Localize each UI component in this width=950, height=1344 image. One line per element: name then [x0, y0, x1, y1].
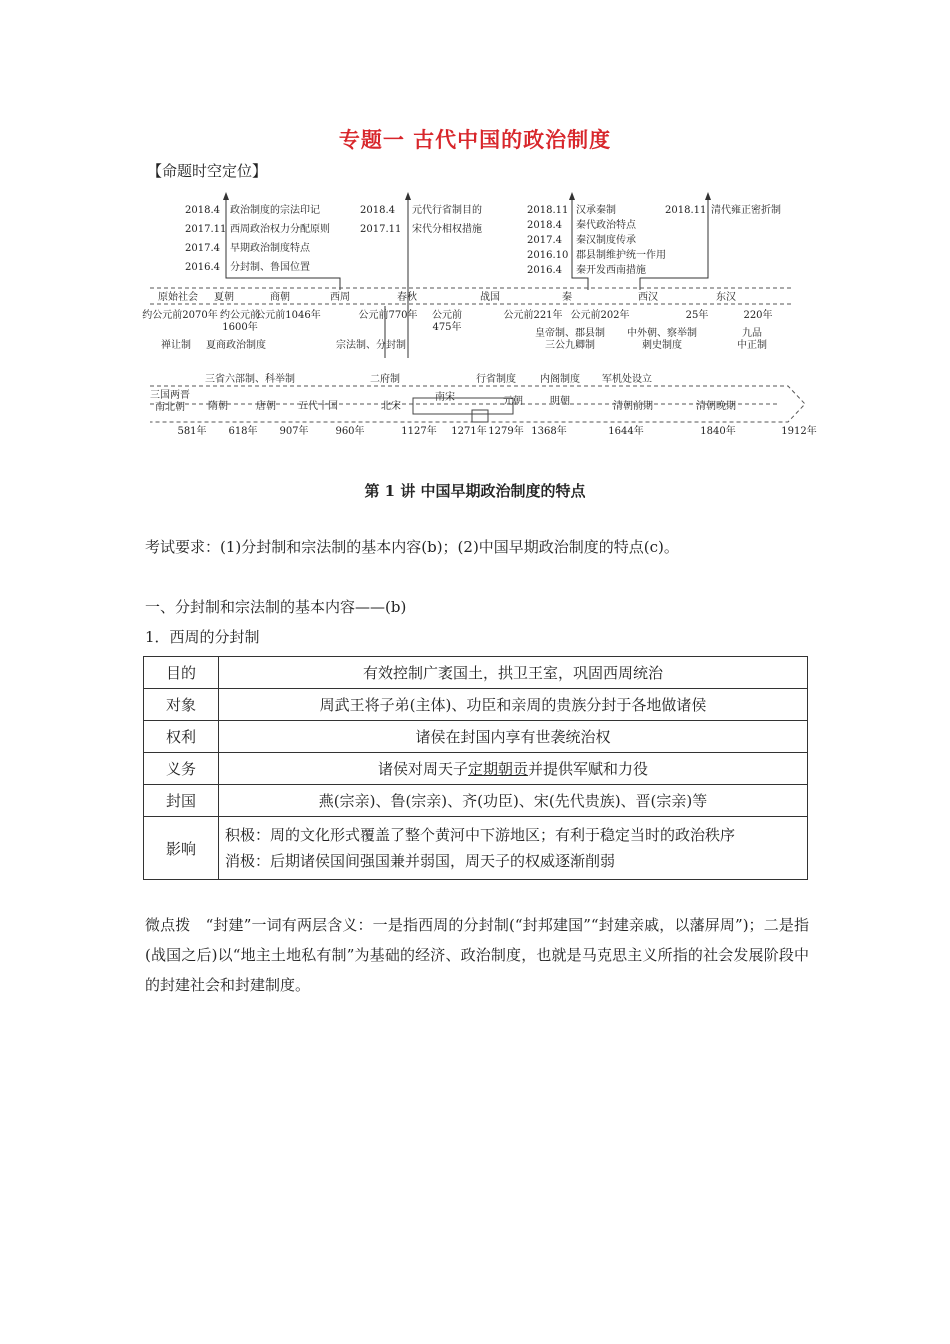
period-label: 清朝前期 [613, 401, 653, 412]
exam-year: 2018.4 [527, 220, 562, 231]
system-label: 行省制度 [476, 374, 516, 385]
exam-topic: 汉承秦制 [576, 205, 616, 216]
exam-topic: 郡县制维护统一作用 [576, 250, 666, 261]
date-label: 1271年 [451, 426, 487, 437]
row-label: 权利 [144, 721, 219, 753]
exam-topic: 西周政治权力分配原则 [230, 224, 330, 235]
period-label: 西周 [330, 292, 350, 303]
date-label: 公元前 [432, 310, 462, 321]
date-label: 960年 [335, 426, 365, 437]
row-value: 有效控制广袤国土，拱卫王室，巩固西周统治 [219, 657, 808, 689]
exam-year: 2017.11 [185, 224, 227, 235]
feudal-system-table [143, 656, 808, 880]
arrow-head [705, 192, 711, 200]
date-label: 1840年 [700, 426, 736, 437]
system-label: 中正制 [737, 340, 767, 351]
period-label: 夏朝 [214, 292, 234, 303]
date-label: 220年 [743, 310, 773, 321]
exam-year: 2018.4 [360, 205, 395, 216]
exam-topic: 政治制度的宗法印记 [230, 205, 320, 216]
exam-topic: 秦代政治特点 [576, 220, 636, 231]
date-label: 907年 [279, 426, 309, 437]
exam-topic: 元代行省制目的 [412, 205, 482, 216]
period-label: 原始社会 [158, 292, 198, 303]
exam-topic: 分封制、鲁国位置 [230, 262, 310, 273]
connector-line [640, 273, 708, 290]
row-value: 周武王将子弟(主体)、功臣和亲周的贵族分封于各地做诸侯 [219, 689, 808, 721]
row-value: 诸侯在封国内享有世袭统治权 [219, 721, 808, 753]
tip-note: 微点拨 “封建”一词有两层含义：一是指西周的分封制(“封邦建国”“封建亲戚，以藩屏周”)；二是指(战国之后)以“地主土地私有制”为基础的经济、政治制度，也就是马克思主义所指的社会发展阶段中的封建社会和封建制度。 [145, 916, 809, 994]
date-label: 475年 [432, 322, 462, 333]
period-label: 三国两晋 [150, 390, 190, 401]
date-label: 公元前221年 [503, 310, 563, 321]
exam-year: 2016.10 [527, 250, 569, 261]
date-label: 1912年 [781, 426, 817, 437]
exam-year: 2018.11 [665, 205, 707, 216]
period-label: 唐朝 [256, 401, 276, 412]
subsection-heading: 1．西周的分封制 [145, 628, 260, 646]
row-label: 义务 [144, 753, 219, 785]
date-label: 约公元前2070年 [142, 310, 218, 321]
date-label: 1368年 [531, 426, 567, 437]
exam-year: 2017.4 [527, 235, 562, 246]
exam-year: 2018.4 [185, 205, 220, 216]
row-value: 燕(宗亲)、鲁(宗亲)、齐(功臣)、宋(先代贵族)、晋(宗亲)等 [219, 785, 808, 817]
table-row [144, 657, 808, 689]
section-heading: 一、分封制和宗法制的基本内容——(b) [145, 598, 407, 616]
period-label: 清朝晚期 [696, 401, 736, 412]
table-row [144, 721, 808, 753]
period-label: 北宋 [381, 401, 401, 412]
exam-topic: 清代雍正密折制 [711, 205, 781, 216]
lecture-title: 第 1 讲 中国早期政治制度的特点 [364, 482, 586, 500]
system-label: 夏商政治制度 [206, 340, 266, 351]
system-label: 二府制 [370, 374, 400, 385]
period-label: 明朝 [550, 396, 570, 407]
period-label: 五代十国 [298, 401, 338, 412]
row-value [219, 753, 808, 785]
row-label: 封国 [144, 785, 219, 817]
page-title: 专题一 古代中国的政治制度 [338, 127, 612, 152]
exam-topic: 宋代分相权措施 [412, 224, 482, 235]
period-label: 东汉 [716, 292, 736, 303]
overlap-bracket [472, 410, 488, 422]
exam-topic: 秦开发西南措施 [576, 265, 646, 276]
exam-topic: 早期政治制度特点 [230, 243, 310, 254]
system-label: 内阁制度 [540, 374, 580, 385]
date-label: 1644年 [608, 426, 644, 437]
table-row [144, 817, 808, 880]
row-value [219, 817, 808, 880]
duty-text-end: 并提供军赋和力役 [528, 760, 649, 778]
exam-year: 2017.4 [185, 243, 220, 254]
date-label: 约公元前 [220, 310, 260, 321]
system-label: 宗法制、分封制 [336, 340, 406, 351]
timeline-figure [140, 178, 817, 438]
section-tag: 【命题时空定位】 [147, 162, 268, 180]
arrow-head [569, 192, 575, 200]
impact-negative: 消极：后期诸侯国间强国兼并弱国，周天子的权威逐渐削弱 [225, 852, 616, 870]
period-label: 春秋 [397, 292, 417, 303]
system-label: 三公九卿制 [545, 340, 595, 351]
impact-positive: 积极：周的文化形式覆盖了整个黄河中下游地区；有利于稳定当时的政治秩序 [225, 826, 736, 844]
overlap-bracket [413, 398, 513, 414]
exam-year: 2016.4 [185, 262, 220, 273]
system-label: 三省六部制、科举制 [205, 374, 295, 385]
date-label: 581年 [177, 426, 207, 437]
duty-text: 诸侯对周天子 [377, 760, 468, 778]
date-label: 公元前202年 [570, 310, 630, 321]
period-label: 隋朝 [208, 401, 228, 412]
row-label: 目的 [144, 657, 219, 689]
exam-topic: 秦汉制度传承 [576, 235, 636, 246]
exam-year: 2017.11 [360, 224, 402, 235]
row-label: 对象 [144, 689, 219, 721]
system-label: 皇帝制、郡县制 [535, 328, 605, 339]
period-label: 战国 [480, 292, 500, 303]
duty-underlined: 定期朝贡 [467, 760, 528, 778]
exam-year: 2016.4 [527, 265, 562, 276]
period-label: 西汉 [638, 292, 658, 303]
arrow-head [223, 192, 229, 200]
table-row [144, 689, 808, 721]
system-label: 刺史制度 [642, 340, 682, 351]
row-label: 影响 [144, 817, 219, 880]
period-label: 元朝 [503, 396, 523, 407]
period-label: 南北朝 [155, 402, 185, 413]
period-label: 商朝 [270, 292, 290, 303]
date-label: 1279年 [488, 426, 524, 437]
date-label: 618年 [228, 426, 258, 437]
system-label: 禅让制 [161, 340, 191, 351]
date-label: 1600年 [222, 322, 258, 333]
arrow-head [405, 192, 411, 200]
exam-requirement: 考试要求：(1)分封制和宗法制的基本内容(b)；(2)中国早期政治制度的特点(c)。 [145, 538, 679, 556]
date-label: 25年 [685, 310, 709, 321]
date-label: 1127年 [401, 426, 437, 437]
exam-year: 2018.11 [527, 205, 569, 216]
connector-line [226, 273, 340, 290]
date-label: 公元前1046年 [255, 310, 321, 321]
system-label: 军机处设立 [602, 374, 652, 385]
system-label: 九品 [742, 328, 762, 339]
period-label: 秦 [562, 292, 572, 303]
period-label: 南宋 [435, 392, 455, 403]
system-label: 中外朝、察举制 [627, 328, 697, 339]
date-label: 公元前770年 [358, 310, 418, 321]
table-row [144, 753, 808, 785]
table-row [144, 785, 808, 817]
